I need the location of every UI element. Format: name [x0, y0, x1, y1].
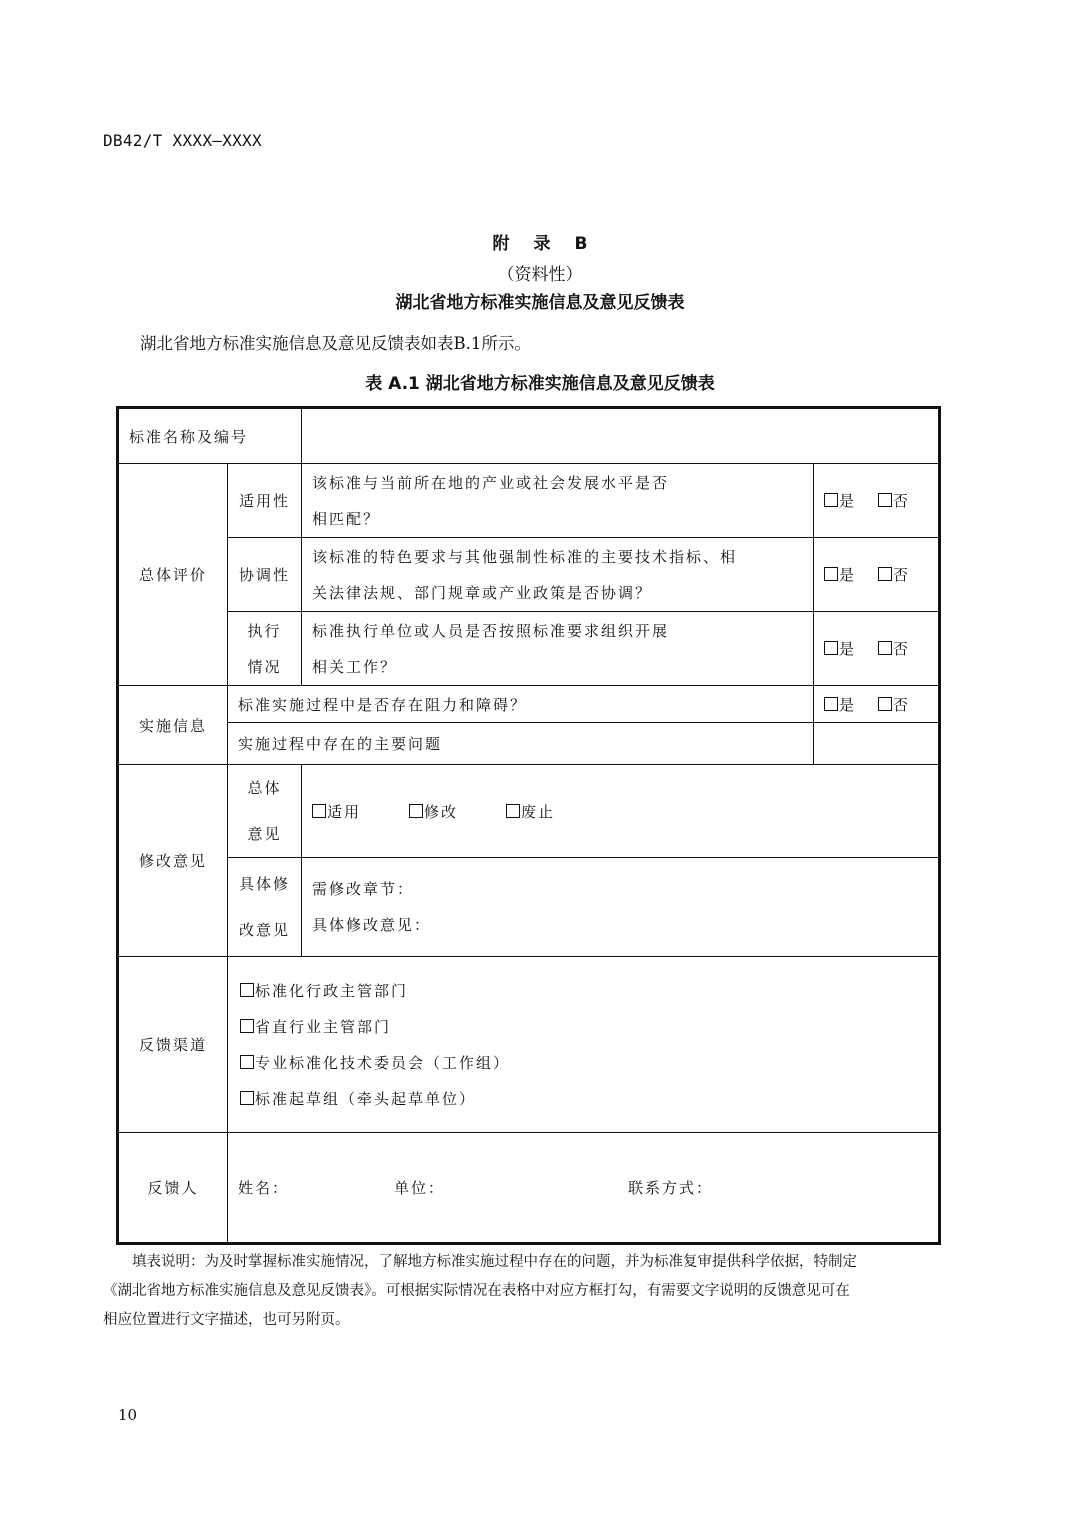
yes-checkbox[interactable]: 是	[824, 638, 854, 659]
standard-row	[118, 408, 940, 464]
appendix-heading	[0, 229, 1080, 254]
applicability-row	[118, 464, 940, 538]
note-line-3: 相应位置进行文字描述，也可另附页。	[103, 1312, 350, 1328]
channel-option-drafting[interactable]: 标准起草组（牵头起草单位）	[240, 1081, 929, 1117]
choice-abolish-checkbox[interactable]: 废止	[506, 801, 555, 822]
no-checkbox[interactable]: 否	[878, 696, 908, 714]
coordination-question	[302, 538, 814, 612]
execution-question	[302, 612, 814, 686]
applicability-choice	[814, 464, 940, 538]
name-field[interactable]: 姓名：	[238, 1179, 290, 1197]
appendix-letter: B	[574, 234, 588, 254]
question-line: 相关工作？	[312, 657, 398, 676]
intro-text: 湖北省地方标准实施信息及意见反馈表如表B.1所示。	[140, 334, 531, 353]
feedback-table	[116, 406, 941, 1245]
person-label: 反馈人	[118, 1133, 228, 1244]
table-caption: 表 A.1 湖北省地方标准实施信息及意见反馈表	[365, 374, 715, 394]
yes-checkbox[interactable]: 是	[824, 490, 854, 511]
choice-apply-checkbox[interactable]: 适用	[312, 801, 361, 822]
channel-options	[228, 957, 940, 1133]
channel-option-provincial[interactable]: 省直行业主管部门	[240, 1009, 929, 1045]
opinion-field[interactable]: 具体修改意见：	[312, 916, 432, 934]
implementation-question: 标准实施过程中是否存在阻力和障碍？	[228, 686, 814, 723]
question-line: 该标准与当前所在地的产业或社会发展水平是否	[312, 473, 670, 492]
execution-label-2: 情况	[247, 657, 282, 676]
appendix-mid: 录	[533, 234, 551, 254]
overall-opinion-label	[228, 765, 302, 858]
implementation-row	[118, 686, 940, 723]
problem-value[interactable]	[814, 723, 940, 765]
no-checkbox[interactable]: 否	[878, 566, 908, 584]
overall-opinion-label-2: 意见	[247, 825, 282, 843]
detail-opinion-fields	[302, 858, 940, 957]
question-line: 相匹配？	[312, 509, 381, 528]
appendix-label: 附	[492, 234, 510, 254]
choice-modify-checkbox[interactable]: 修改	[409, 801, 458, 822]
person-fields	[228, 1133, 940, 1244]
person-row	[118, 1133, 940, 1244]
document-number: DB42/T XXXX—XXXX	[103, 131, 262, 150]
note-line-1: 填表说明：为及时掌握标准实施情况，了解地方标准实施过程中存在的问题，并为标准复审提供科学依据，特制定	[132, 1254, 857, 1270]
implementation-choice	[814, 686, 940, 723]
revision-label: 修改意见	[118, 765, 228, 957]
coordination-label: 协调性	[228, 538, 302, 612]
channel-option-admin[interactable]: 标准化行政主管部门	[240, 973, 929, 1009]
problem-label: 实施过程中存在的主要问题	[228, 723, 814, 765]
execution-choice	[814, 612, 940, 686]
detail-opinion-row	[118, 858, 940, 957]
no-checkbox[interactable]: 否	[878, 492, 908, 510]
overall-label: 总体评价	[118, 464, 228, 686]
channel-option-committee[interactable]: 专业标准化技术委员会（工作组）	[240, 1045, 929, 1081]
detail-opinion-label	[228, 858, 302, 957]
coordination-row	[118, 538, 940, 612]
standard-value[interactable]	[302, 408, 940, 464]
detail-opinion-label-1: 具体修	[239, 875, 291, 893]
problem-row	[118, 723, 940, 765]
applicability-label: 适用性	[228, 464, 302, 538]
channel-row	[118, 957, 940, 1133]
appendix-nature: （资料性）	[497, 265, 583, 285]
yes-checkbox[interactable]: 是	[824, 564, 854, 585]
chapter-field[interactable]: 需修改章节：	[312, 880, 415, 898]
overall-opinion-label-1: 总体	[247, 779, 282, 797]
appendix-title: 湖北省地方标准实施信息及意见反馈表	[395, 293, 685, 313]
implementation-label: 实施信息	[118, 686, 228, 765]
execution-label	[228, 612, 302, 686]
coordination-choice	[814, 538, 940, 612]
question-line: 关法律法规、部门规章或产业政策是否协调？	[312, 583, 653, 602]
unit-field[interactable]: 单位：	[394, 1179, 446, 1197]
question-line: 该标准的特色要求与其他强制性标准的主要技术指标、相	[312, 547, 738, 566]
execution-row	[118, 612, 940, 686]
question-line: 标准执行单位或人员是否按照标准要求组织开展	[312, 621, 670, 640]
execution-label-1: 执行	[247, 621, 282, 640]
applicability-question	[302, 464, 814, 538]
note-line-2: 《湖北省地方标准实施信息及意见反馈表》。可根据实际情况在表格中对应方框打勾，有需要文字说明的反馈意见可在	[103, 1283, 850, 1299]
page-number: 10	[118, 1406, 138, 1424]
overall-opinion-row	[118, 765, 940, 858]
no-checkbox[interactable]: 否	[878, 640, 908, 658]
overall-opinion-choices	[302, 765, 940, 858]
contact-field[interactable]: 联系方式：	[628, 1179, 714, 1197]
detail-opinion-label-2: 改意见	[239, 921, 291, 939]
yes-checkbox[interactable]: 是	[824, 694, 854, 715]
standard-label: 标准名称及编号	[118, 408, 302, 464]
channel-label: 反馈渠道	[118, 957, 228, 1133]
